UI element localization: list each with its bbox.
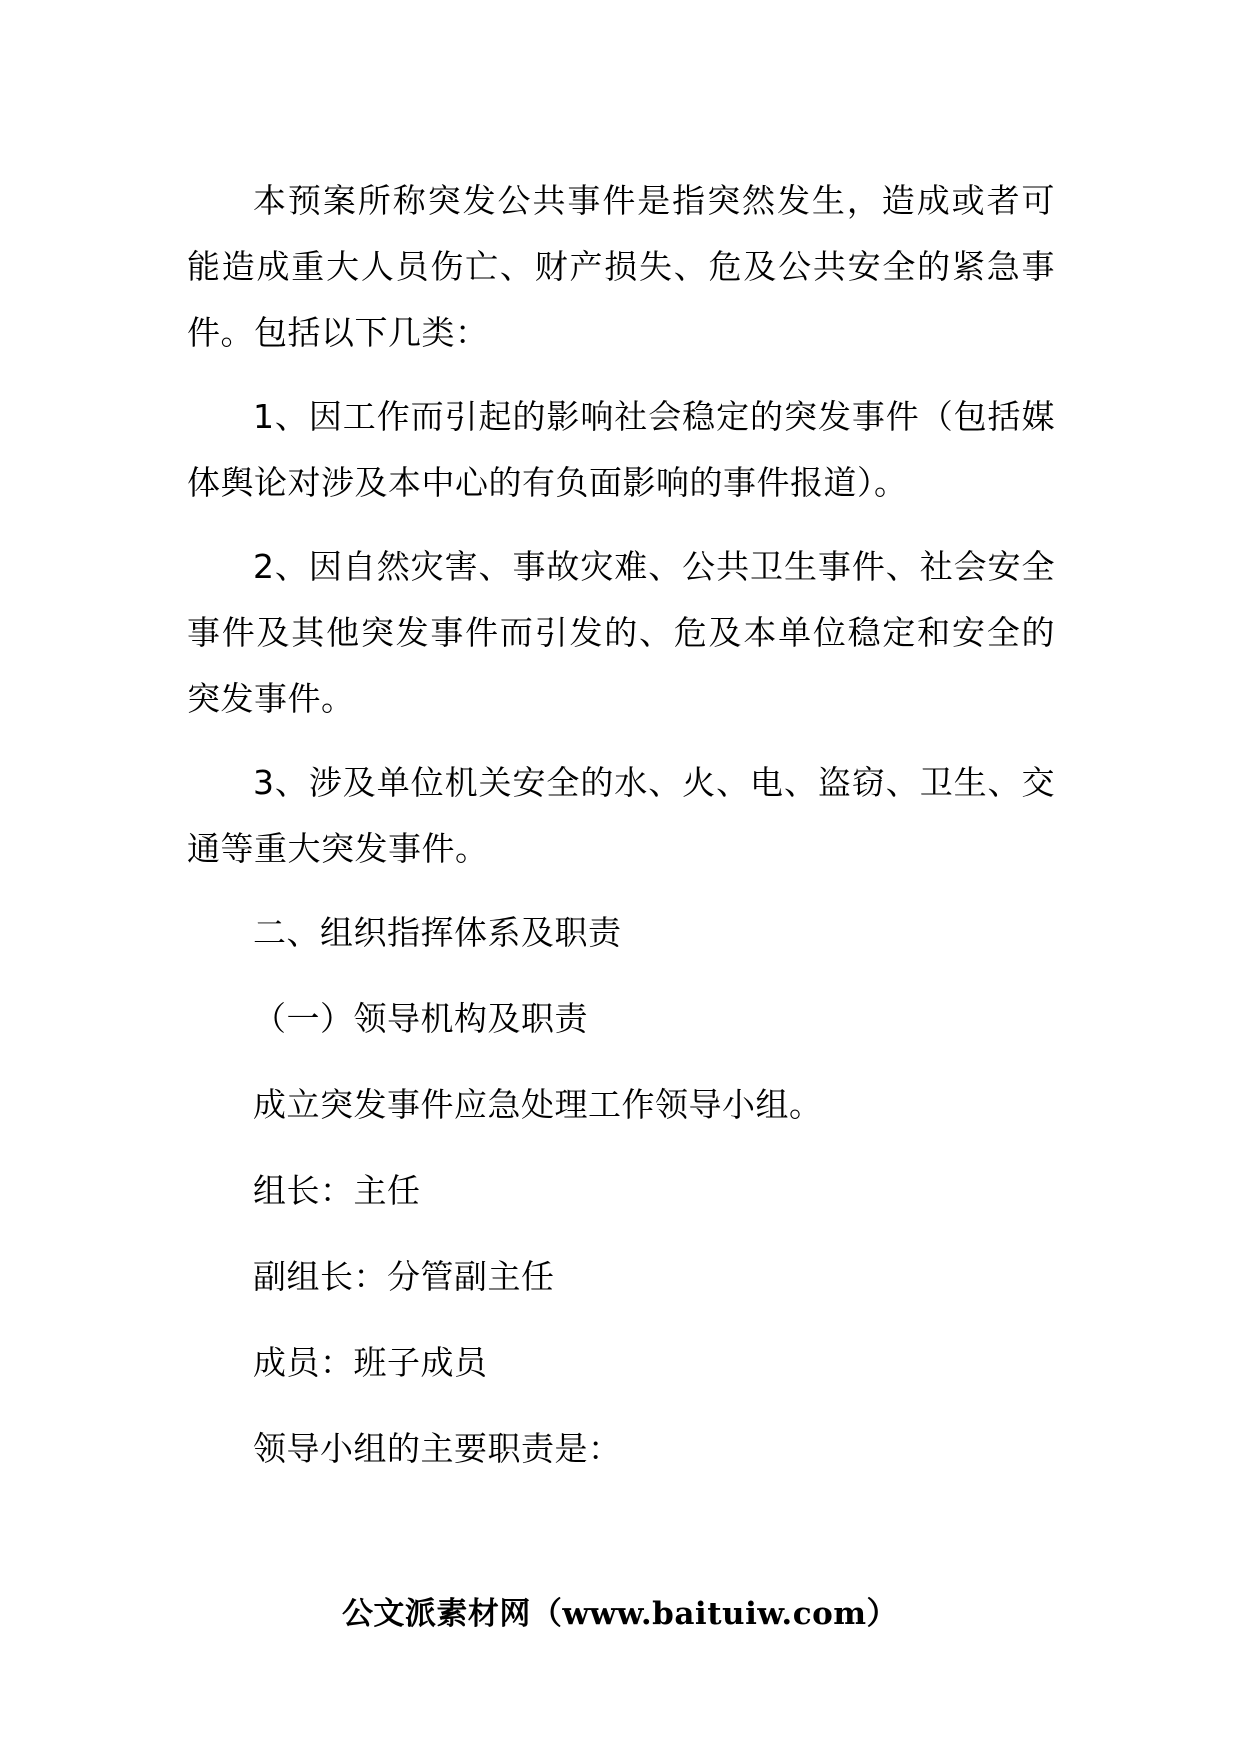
paragraph-item-1: 1、因工作而引起的影响社会稳定的突发事件（包括媒体舆论对涉及本中心的有负面影响的事件报道）。 [187,397,1055,502]
paragraph-definition: 本预案所称突发公共事件是指突然发生，造成或者可能造成重大人员伤亡、财产损失、危及公共安全的紧急事件。包括以下几类： [187,181,1055,352]
text-line-members: 成员：班子成员 [253,1343,488,1382]
text-line-duties: 领导小组的主要职责是： [253,1429,622,1468]
document-body [187,168,1055,1482]
text-line-leader: 组长：主任 [253,1171,421,1210]
footer-watermark: 公文派素材网（www.baituiw.com） [341,1596,899,1632]
text-line-group-established: 成立突发事件应急处理工作领导小组。 [253,1085,823,1124]
paragraph-item-3: 3、涉及单位机关安全的水、火、电、盗窃、卫生、交通等重大突发事件。 [187,763,1055,868]
subsection-heading: （一）领导机构及职责 [253,999,588,1038]
section-heading: 二、组织指挥体系及职责 [253,913,622,952]
paragraph-item-2: 2、因自然灾害、事故灾难、公共卫生事件、社会安全事件及其他突发事件而引发的、危及本单位稳定和安全的突发事件。 [187,547,1055,718]
text-line-deputy-leader: 副组长：分管副主任 [253,1257,555,1296]
